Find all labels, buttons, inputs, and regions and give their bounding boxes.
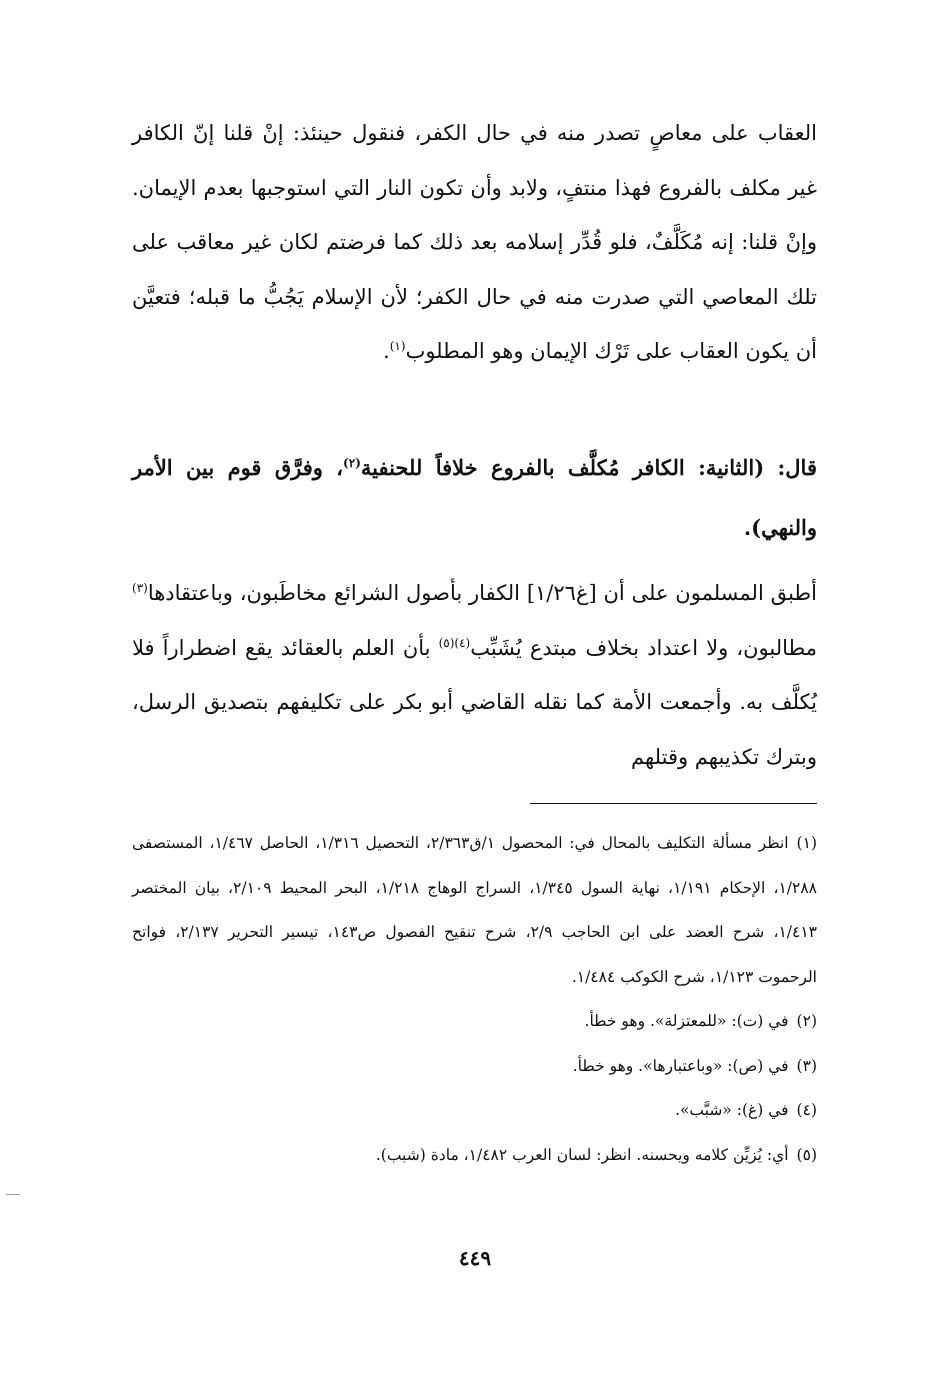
- margin-mark: [6, 1194, 20, 1195]
- paragraph-end: .: [383, 339, 390, 363]
- footnote-text: في (غ): «شبَّب».: [675, 1101, 789, 1119]
- footnote-number: (١): [796, 834, 817, 852]
- page-number: ٤٤٩: [458, 1246, 492, 1270]
- footnote-ref-4-5: (٤)(٥): [438, 635, 471, 650]
- paragraph-text: أطبق المسلمون على أن [غ١/٢٦] الكفار بأصول الشرائع مخاطَبون، وباعتقادها: [147, 581, 817, 605]
- footnote-4: [132, 1088, 817, 1133]
- paragraph-text-cont: مطالبون، ولا اعتداد بخلاف مبتدع يُشَبِّب: [470, 635, 817, 660]
- footnote-text: في (ص): «وباعتبارها». وهو خطأ.: [572, 1056, 789, 1075]
- paragraph-text-cont-2: بأن العلم بالعقائد يقع اضطراراً فلا يُكلَّف به. وأجمعت الأمة كما نقله القاضي أبو بكر على تكليفهم بتصديق الرسل، وبترك تكذيبهم وقتلهم: [132, 635, 817, 769]
- footnote-number: (٢): [796, 1012, 817, 1030]
- footnote-1: [132, 821, 817, 999]
- footnote-5: [132, 1133, 817, 1178]
- body-paragraph-3: [132, 566, 817, 784]
- footnote-ref-2: (٢): [343, 456, 361, 470]
- paragraph-text: العقاب على معاصٍ تصدر منه في حال الكفر، فنقول حينئذ: إنْ قلنا إنّ الكافر غير مكلف بالفروع فهذا منتفٍ، ولابد وأن تكون النار التي استوجبها بعدم الإيمان. وإنْ قلنا: إنه مُكَلَّفٌ، فلو قُدِّر إسلامه بعد ذلك كما فرضتم لكان غير معاقب على تلك المعاصي التي صدرت منه في حال الكفر؛ لأن الإسلام يَجُبُّ ما قبله؛ فتعيَّن أن يكون العقاب على تَرْك الإيمان وهو المطلوب: [132, 121, 817, 363]
- body-paragraph-1: [132, 106, 817, 379]
- footnote-text: انظر مسألة التكليف بالمحال في: المحصول ١/ق٢/٣٦٣، التحصيل ١/٣١٦، الحاصل ١/٤٦٧، المستصفى ١/٢٨٨، الإحكام ١/١٩١، نهاية السول ١/٣٤٥، السراج الوهاج ١/٢١٨، البحر المحيط ٢/١٠٩، بيان المختصر ١/٤١٣، شرح العضد على ابن الحاجب ٢/٩، شرح تنقيح الفصول ص١٤٣، تيسير التحرير ٢/١٣٧، فواتح الرحموت ١/١٢٣، شرح الكوكب ١/٤٨٤.: [132, 834, 817, 986]
- footnote-3: [132, 1044, 817, 1089]
- paragraph-text: قال: (الثانية: الكافر مُكلَّف بالفروع خلافاً للحنفية: [360, 455, 817, 480]
- footnote-text: أي: يُزيِّن كلامه ويحسنه. انظر: لسان العرب ١/٤٨٢، مادة (شبب).: [375, 1145, 789, 1164]
- footnote-ref-3: (٣): [132, 581, 148, 595]
- footnote-number: (٥): [796, 1145, 817, 1164]
- footnote-text: في (ت): «للمعتزلة». وهو خطأ.: [584, 1012, 789, 1030]
- footnote-2: [132, 999, 817, 1044]
- paragraph-text-cont: ، وفرَّق قوم بين الأمر والنهي).: [132, 455, 817, 540]
- footnote-ref-1: (١): [389, 339, 406, 353]
- footnotes: [132, 821, 817, 1177]
- footnote-separator: [530, 803, 817, 804]
- body-paragraph-2-heading: [132, 438, 817, 558]
- footnote-number: (٤): [796, 1101, 817, 1119]
- footnote-number: (٣): [796, 1056, 817, 1075]
